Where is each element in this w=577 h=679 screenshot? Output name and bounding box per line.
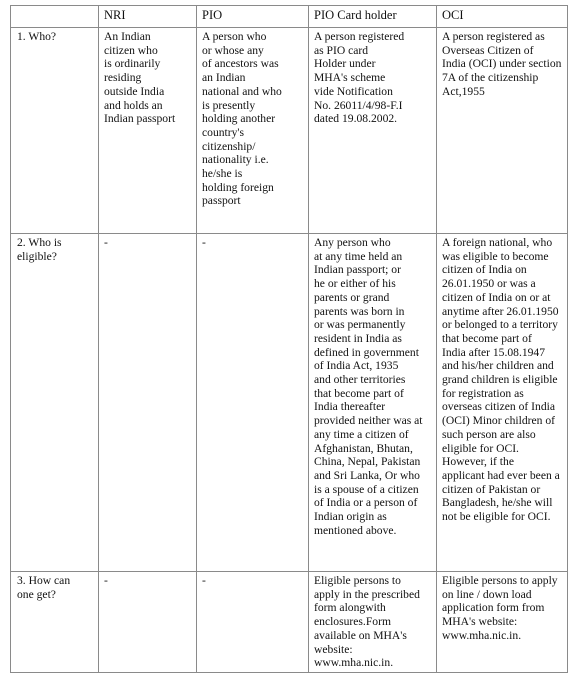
- header-pio: PIO: [197, 6, 309, 28]
- cell-who-nri: An Indian citizen who is ordinarily residing outside India and holds an Indian passport: [99, 28, 197, 234]
- cell-get-pio-card: Eligible persons to apply in the prescribed form alongwith enclosures.Form available on MHA's website: www.mha.nic.in.: [309, 572, 437, 673]
- cell-get-nri: -: [99, 572, 197, 673]
- header-pio-card-holder: PIO Card holder: [309, 6, 437, 28]
- row-label-how-to-get: 3. How can one get?: [11, 572, 99, 673]
- comparison-table: [10, 5, 568, 673]
- header-corner-cell: [11, 6, 99, 28]
- cell-get-oci: Eligible persons to apply on line / down load application form from MHA's website: www.mha.nic.in.: [437, 572, 568, 673]
- table-row-who: [11, 28, 568, 234]
- cell-get-pio: -: [197, 572, 309, 673]
- header-oci: OCI: [437, 6, 568, 28]
- header-nri: NRI: [99, 6, 197, 28]
- cell-who-oci: A person registered as Overseas Citizen of India (OCI) under section 7A of the citizenship Act,1955: [437, 28, 568, 234]
- cell-who-pio: A person who or whose any of ancestors was an Indian national and who is presently holding another country's citizenship/ nationality i.e. he/she is holding foreign passport: [197, 28, 309, 234]
- table-row-how-to-get: [11, 572, 568, 673]
- row-label-eligible: 2. Who is eligible?: [11, 234, 99, 572]
- cell-eligible-pio: -: [197, 234, 309, 572]
- header-row: [11, 6, 568, 28]
- table-row-eligible: [11, 234, 568, 572]
- cell-eligible-oci: A foreign national, who was eligible to become citizen of India on 26.01.1950 or was a citizen of India on or at anytime after 26.01.1950 or belonged to a territory that become part of India after 15.08.1947 and his/her children and grand children is eligible for registration as overseas citizen of India (OCI) Minor children of such person are also eligible for OCI. However, if the applicant had ever been a citizen of Pakistan or Bangladesh, he/she will not be eligible for OCI.: [437, 234, 568, 572]
- cell-eligible-nri: -: [99, 234, 197, 572]
- row-label-who: 1. Who?: [11, 28, 99, 234]
- cell-who-pio-card: A person registered as PIO card Holder under MHA's scheme vide Notification No. 26011/4/98-F.I dated 19.08.2002.: [309, 28, 437, 234]
- cell-eligible-pio-card: Any person who at any time held an Indian passport; or he or either of his parents or grand parents was born in or was permanently resident in India as defined in government of India Act, 1935 and other territories that become part of India thereafter provided neither was at any time a citizen of Afghanistan, Bhutan, China, Nepal, Pakistan and Sri Lanka, Or who is a spouse of a citizen of India or a person of Indian origin as mentioned above.: [309, 234, 437, 572]
